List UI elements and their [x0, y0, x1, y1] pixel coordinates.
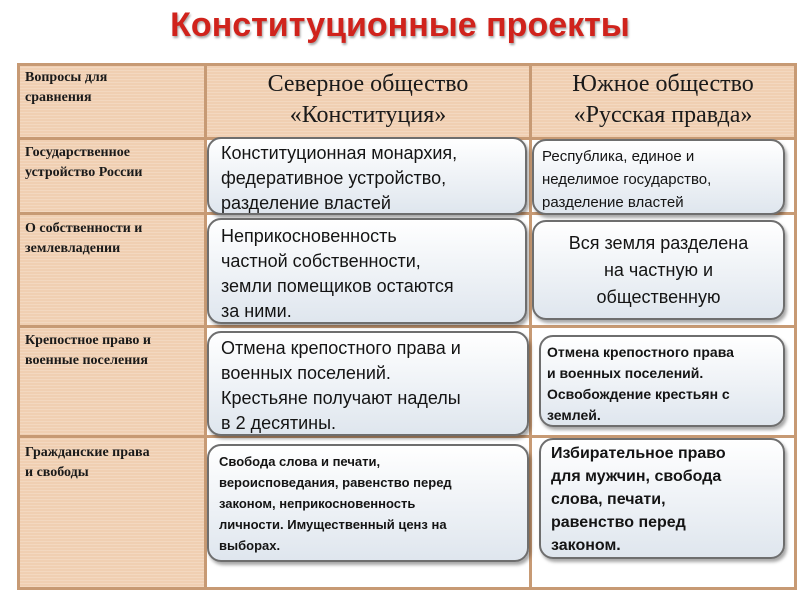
header-north-society: Северное общество «Конституция» — [267, 71, 469, 128]
header-south-society: Южное общество «Русская правда» — [572, 71, 754, 128]
north-serfdom-box — [207, 331, 529, 436]
row-question-government: Государственное устройство России — [25, 145, 143, 180]
north-property-box — [207, 218, 527, 324]
row-question-civil-rights: Гражданские права и свободы — [25, 445, 150, 480]
comparison-table — [17, 63, 797, 590]
grid-line — [17, 587, 797, 590]
south-government-box — [532, 139, 785, 215]
header-question-label: Вопросы для сравнения — [25, 70, 108, 105]
grid-line — [17, 63, 20, 590]
north-civil-rights-box — [207, 444, 529, 562]
grid-line — [529, 63, 532, 590]
south-property-box — [532, 220, 785, 320]
north-serfdom-text: Отмена крепостного права и военных поселений. Крестьяне получают наделы в 2 десятины. — [221, 338, 461, 433]
row-question-property: О собственности и землевладении — [25, 221, 143, 256]
north-government-text: Конституционная монархия, федеративное устройство, разделение властей — [221, 143, 458, 213]
row-question-serfdom: Крепостное право и военные поселения — [25, 333, 151, 368]
south-civil-rights-box — [539, 438, 785, 559]
grid-line — [17, 325, 797, 328]
north-government-box — [207, 137, 527, 215]
south-serfdom-box — [539, 335, 785, 427]
south-civil-rights-text: Избирательное право для мужчин, свобода слова, печати, равенство перед законом. — [551, 445, 726, 554]
south-property-text: Вся земля разделена на частную и общественную — [568, 233, 749, 307]
south-serfdom-text: Отмена крепостного права и военных поселений. Освобождение крестьян с землей. — [547, 344, 734, 423]
south-government-text: Республика, единое и неделимое государство, разделение властей — [542, 148, 712, 211]
grid-line — [794, 63, 797, 590]
page-title: Конституционные проекты — [170, 6, 630, 44]
north-civil-rights-text: Свобода слова и печати, вероисповедания, равенство перед законом, неприкосновенность личности. Имущественный ценз на выборах. — [219, 454, 452, 553]
grid-line — [17, 63, 797, 66]
north-property-text: Неприкосновенность частной собственности, земли помещиков остаются за ними. — [221, 226, 454, 321]
